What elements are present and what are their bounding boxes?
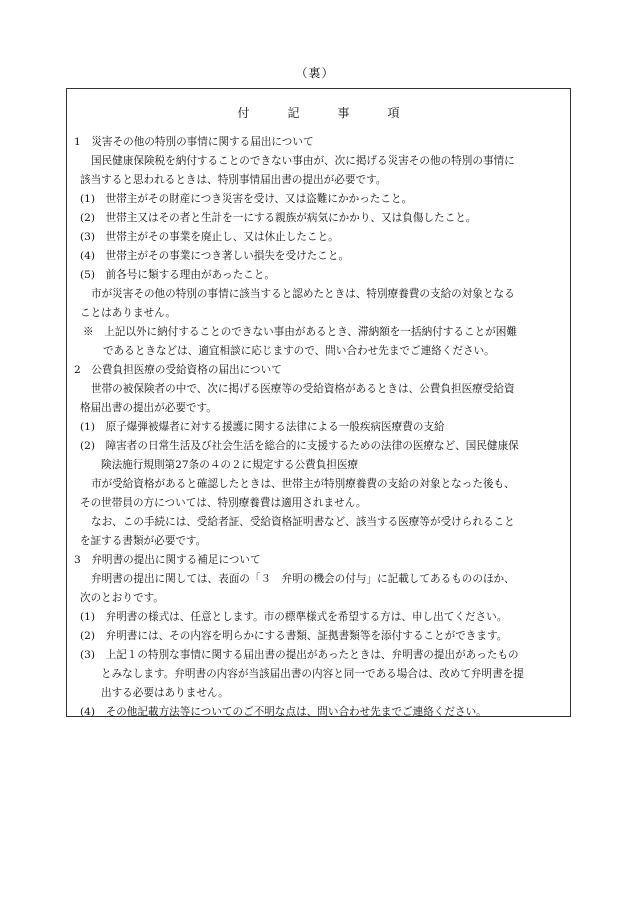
note-line: 市が受給資格があると確認したときは、世帯主が特別療養費の支給の対象となった後も、 [91,478,515,490]
note-line: なお、この手続には、受給者証、受給資格証明書など、該当する医療等が受けられること [91,516,515,528]
note-line: 国民健康保険税を納付することのできない事由が、次に掲げる災害その他の特別の事情に [91,155,515,167]
note-line: を証する書類が必要です。 [80,535,207,547]
note-line: ことはありません。 [80,307,176,319]
note-line: (1) 世帯主がその財産につき災害を受け、又は盗難にかかったこと。 [80,193,413,205]
title-char: 記 [287,106,300,120]
note-line: 険法施行規則第27条の４の２に規定する公費負担医療 [101,459,359,471]
note-line: (2) 世帯主又はその者と生計を一にする親族が病気にかかり、又は負傷したこと。 [80,212,477,224]
notes-title [66,104,571,121]
notes-body [74,133,564,722]
title-char: 事 [337,106,350,120]
note-line: (3) 世帯主がその事業を廃止し、又は休止したこと。 [80,231,339,243]
note-line: (3) 上記１の特別な事情に関する届出書の提出があったときは、弁明書の提出があったもの [80,649,519,661]
note-line: 世帯の被保険者の中で、次に掲げる医療等の受給資格があるときは、公費負担医療受給資 [91,383,515,395]
note-line: (4) その他記載方法等についてのご不明な点は、問い合わせ先までご連絡ください。 [80,706,487,718]
note-line: 市が災害その他の特別の事情に該当すると認めたときは、特別療養費の支給の対象となる [91,288,515,300]
title-char: 付 [237,106,250,120]
note-line: であるときなどは、適宜相談に応じますので、問い合わせ先までご連絡ください。 [103,345,495,357]
page-side-label: （裏） [295,66,335,80]
note-line: 2 公費負担医療の受給資格の届出について [74,364,282,376]
note-line: 格届出書の提出が必要です。 [80,402,217,414]
note-line: 弁明書の提出に関しては、表面の「３ 弁明の機会の付与」に記載してあるもののほか、 [91,573,515,585]
note-line: (4) 世帯主がその事業につき著しい損失を受けたこと。 [80,250,350,262]
title-char: 項 [387,106,400,120]
note-line: (2) 弁明書には、その内容を明らかにする書類、証拠書類等を添付することができます。 [80,630,508,642]
note-line: 出する必要はありません。 [101,687,229,699]
note-line: 該当すると思われるときは、特別事情届出書の提出が必要です。 [80,174,387,186]
note-line: ※ 上記以外に納付することのできない事由があるとき、滞納額を一括納付することが困難 [83,326,517,338]
note-line: (1) 弁明書の様式は、任意とします。市の標準様式を希望する方は、申し出てください。 [80,611,508,623]
note-line: (1) 原子爆弾被爆者に対する援護に関する法律による一般疾病医療費の支給 [80,421,445,433]
note-line: 3 弁明書の提出に関する補足について [74,554,261,566]
note-line: (5) 前各号に類する理由があったこと。 [80,269,275,281]
note-line: その世帯員の方については、特別療養費は適用されません。 [80,497,367,509]
note-line: とみなします。弁明書の内容が当該届出書の内容と同一である場合は、改めて弁明書を提 [101,668,524,680]
note-line: (2) 障害者の日常生活及び社会生活を総合的に支援するための法律の医療など、国民健康保 [80,440,519,452]
note-line: 次のとおりです。 [80,592,164,604]
note-line: 1 災害その他の特別の事情に関する届出について [74,136,314,148]
